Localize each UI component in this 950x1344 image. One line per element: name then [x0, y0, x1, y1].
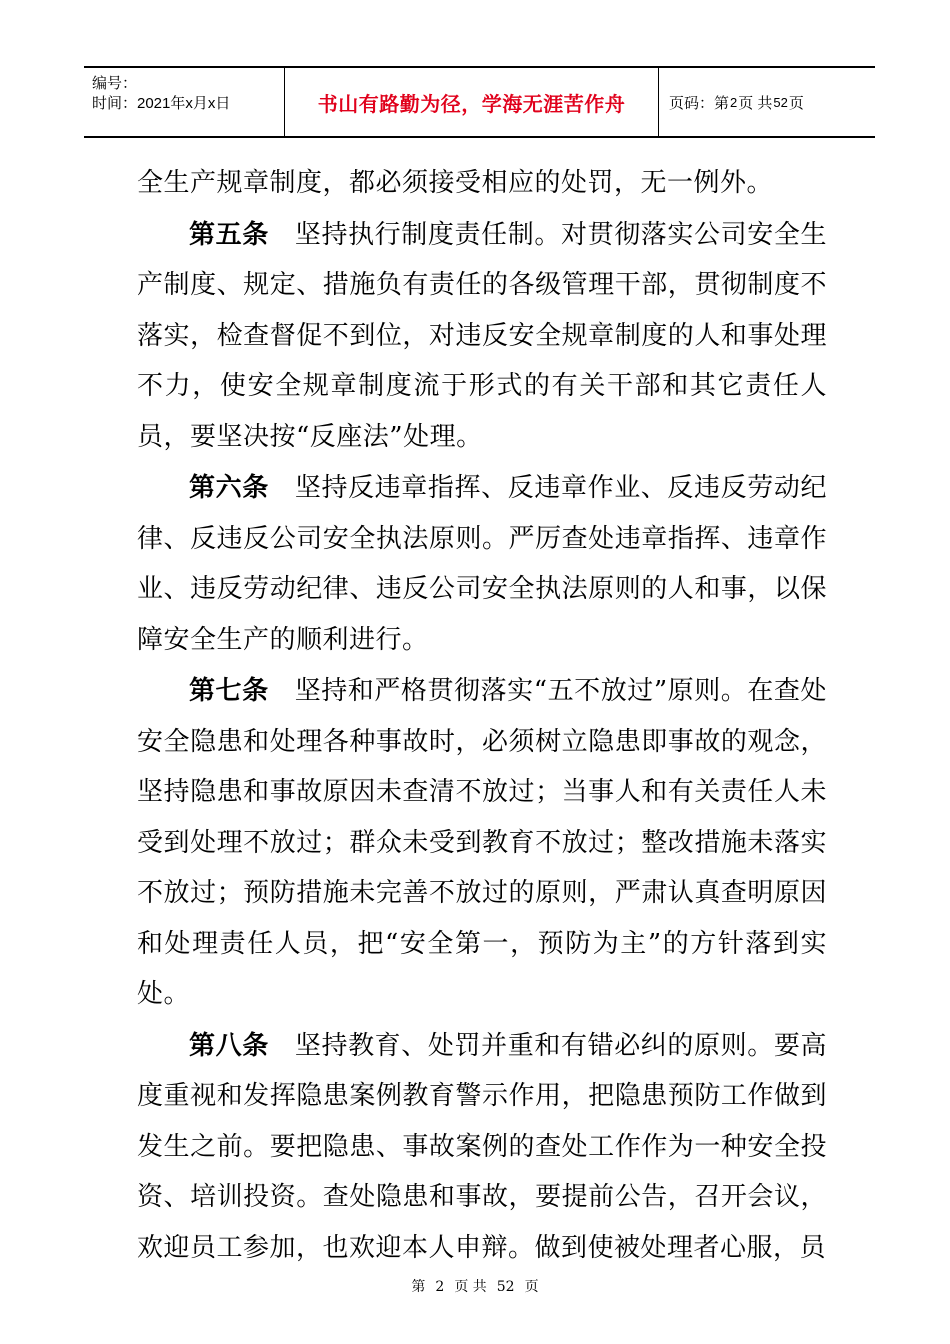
footer-suffix: 页 — [524, 1279, 539, 1295]
page-footer — [0, 1276, 950, 1296]
header-meta — [84, 68, 285, 136]
article-paragraph — [137, 1021, 827, 1274]
article-title: 第七条 — [189, 676, 269, 706]
header-page-prefix: 页码：第 — [669, 94, 730, 112]
footer-mid: 页 共 — [454, 1279, 487, 1295]
document-time-label: 时间：2021年x月x日 — [92, 95, 231, 112]
article-text: 坚持反违章指挥、反违章作业、反违反劳动纪律、反违反公司安全执法原则。严厉查处违章指挥、违章作业、违反劳动纪律、违反公司安全执法原则的人和事，以保障安全生产的顺利进行。 — [137, 473, 827, 655]
article-title: 第六条 — [189, 473, 269, 503]
header-page-suffix: 页 — [788, 94, 804, 112]
article-paragraph — [137, 210, 827, 463]
article-text: 坚持和严格贯彻落实“五不放过”原则。在查处安全隐患和处理各种事故时，必须树立隐患即事故的观念，坚持隐患和事故原因未查清不放过；当事人和有关责任人未受到处理不放过；群众未受到教育不放过；整改措施未落实不放过；预防措施未完善不放过的原则，严肃认真查明原因和处理责任人员，把“安全第一，预防为主”的方针落到实处。 — [137, 676, 827, 1009]
header-motto: 书山有路勤为径，学海无涯苦作舟 — [285, 68, 659, 136]
header-page-indicator — [659, 68, 875, 136]
continuation-paragraph: 全生产规章制度，都必须接受相应的处罚，无一例外。 — [137, 168, 774, 198]
header-page-current: 2 — [730, 94, 738, 110]
article-title: 第八条 — [189, 1030, 269, 1061]
footer-page-current: 2 — [435, 1279, 445, 1295]
article-text: 坚持教育、处罚并重和有错必纠的原则。要高度重视和发挥隐患案例教育警示作用，把隐患预防工作做到发生之前。要把隐患、事故案例的查处工作作为一种安全投资、培训投资。查处隐患和事故，要提前公告，召开会议，欢迎员工参加，也欢迎本人申辩。做到使被处理者心服，员 — [137, 1030, 827, 1263]
header-page-total: 52 — [773, 94, 788, 110]
article-paragraph — [137, 666, 827, 1020]
header-page-mid: 页 共 — [738, 94, 773, 112]
footer-prefix: 第 — [411, 1279, 426, 1295]
article-paragraph — [137, 463, 827, 665]
article-text: 坚持执行制度责任制。对贯彻落实公司安全生产制度、规定、措施负有责任的各级管理干部，贯彻制度不落实，检查督促不到位，对违反安全规章制度的人和事处理不力，使安全规章制度流于形式的有关干部和其它责任人员，要坚决按“反座法”处理。 — [137, 219, 827, 452]
document-body — [137, 158, 827, 1273]
footer-page-total: 52 — [496, 1279, 515, 1295]
article-title: 第五条 — [189, 219, 269, 250]
document-number-label: 编号： — [92, 75, 138, 92]
page-header — [84, 66, 875, 138]
